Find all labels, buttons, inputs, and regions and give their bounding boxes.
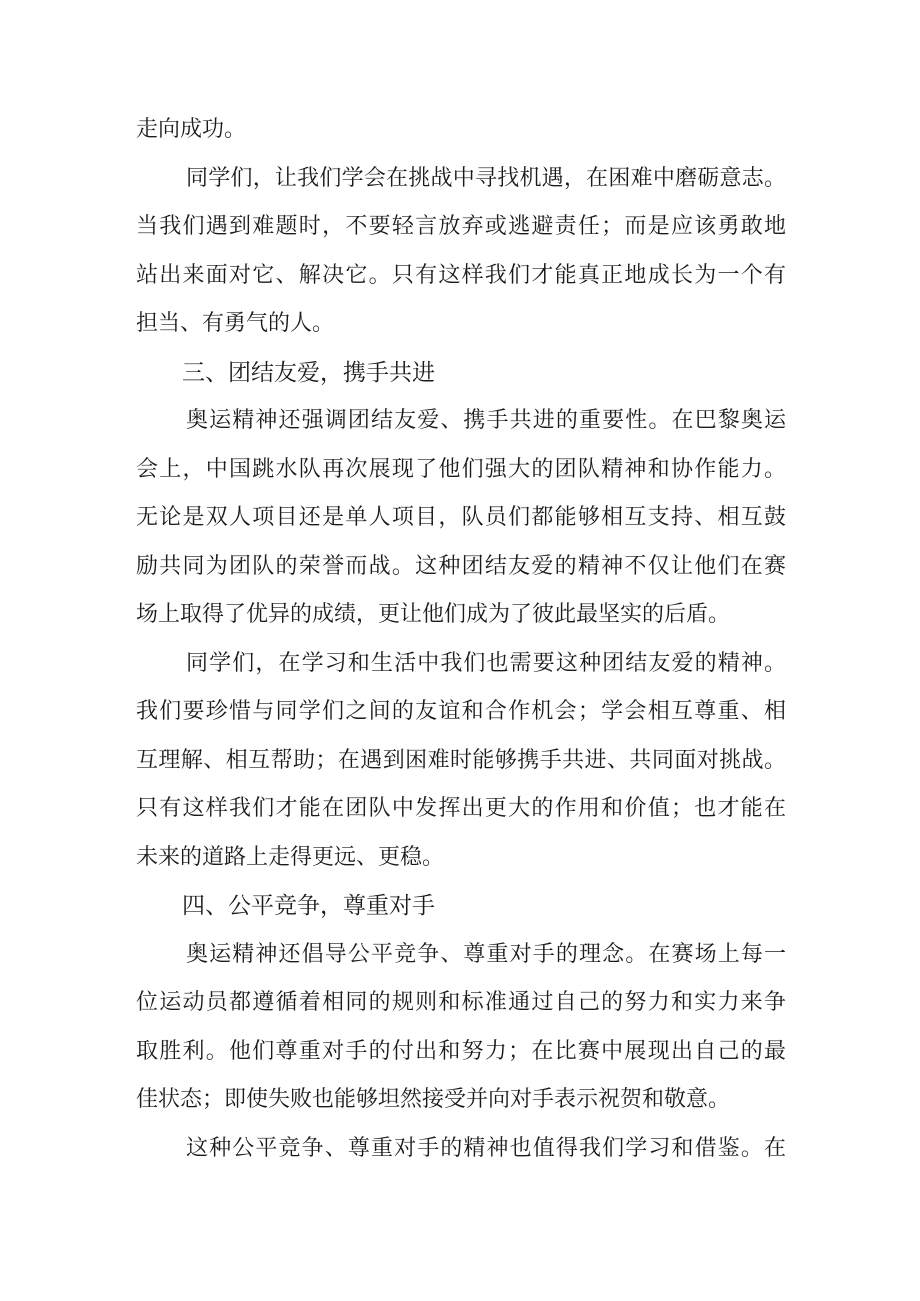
paragraph-line: 同学们，让我们学会在挑战中寻找机遇，在困难中磨砺意志。 (186, 166, 786, 191)
paragraph-line: 未来的道路上走得更远、更稳。 (136, 845, 445, 870)
paragraph-line: 同学们，在学习和生活中我们也需要这种团结友爱的精神。 (186, 651, 786, 676)
paragraph-line: 只有这样我们才能在团队中发挥出更大的作用和价值；也才能在 (136, 796, 786, 821)
paragraph-line: 这种公平竞争、尊重对手的精神也值得我们学习和借鉴。在 (186, 1136, 786, 1161)
paragraph-line: 担当、有勇气的人。 (136, 311, 335, 336)
paragraph-line: 场上取得了优异的成绩，更让他们成为了彼此最坚实的后盾。 (136, 602, 731, 627)
paragraph-line: 当我们遇到难题时，不要轻言放弃或逃避责任；而是应该勇敢地 (136, 214, 786, 239)
paragraph-line: 会上，中国跳水队再次展现了他们强大的团队精神和协作能力。 (136, 457, 786, 482)
paragraph-line: 站出来面对它、解决它。只有这样我们才能真正地成长为一个有 (136, 263, 786, 288)
paragraph-line: 互理解、相互帮助；在遇到困难时能够携手共进、共同面对挑战。 (136, 748, 786, 773)
paragraph-line: 无论是双人项目还是单人项目，队员们都能够相互支持、相互鼓 (136, 505, 786, 530)
section-heading: 三、团结友爱，携手共进 (182, 360, 435, 386)
paragraph-line: 取胜利。他们尊重对手的付出和努力；在比赛中展现出自己的最 (136, 1039, 786, 1064)
paragraph-line: 我们要珍惜与同学们之间的友谊和合作机会；学会相互尊重、相 (136, 699, 786, 724)
paragraph-line: 励共同为团队的荣誉而战。这种团结友爱的精神不仅让他们在赛 (136, 554, 786, 579)
paragraph-line: 位运动员都遵循着相同的规则和标准通过自己的努力和实力来争 (136, 990, 786, 1015)
paragraph-line: 佳状态；即使失败也能够坦然接受并向对手表示祝贺和敬意。 (136, 1087, 731, 1112)
section-heading: 四、公平竞争，尊重对手 (182, 893, 435, 919)
paragraph-line: 奥运精神还强调团结友爱、携手共进的重要性。在巴黎奥运 (186, 408, 786, 433)
paragraph-line: 奥运精神还倡导公平竞争、尊重对手的理念。在赛场上每一 (186, 942, 786, 967)
paragraph-line: 走向成功。 (136, 117, 247, 142)
